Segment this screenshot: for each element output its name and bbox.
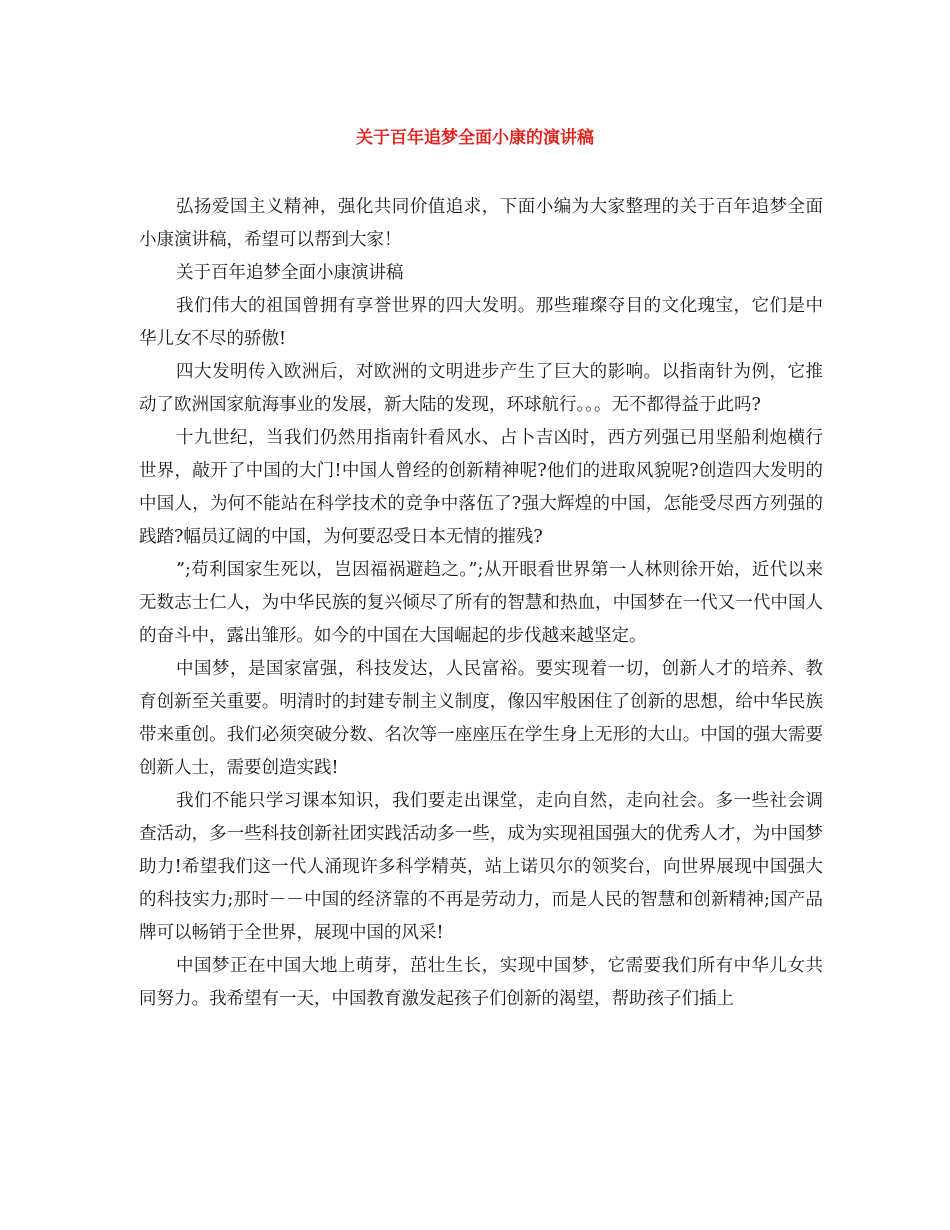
paragraph: 我们不能只学习课本知识，我们要走出课堂，走向自然，走向社会。多一些社会调查活动，多一些科技创新社团实践活动多一些，成为实现祖国强大的优秀人才，为中国梦助力!希望我们这一代人涌现许多科学精英，站上诺贝尔的领奖台，向世界展现中国强大的科技实力;那时－－中国的经济靠的不再是劳动力，而是人民的智慧和创新精神;国产品牌可以畅销于全世界，展现中国的风采! xyxy=(139,791,823,943)
document-title: 关于百年追梦全面小康的演讲稿 xyxy=(356,128,594,148)
paragraph: 我们伟大的祖国曾拥有享誉世界的四大发明。那些璀璨夺目的文化瑰宝，它们是中华儿女不尽的骄傲! xyxy=(139,296,823,349)
paragraph: 中国梦，是国家富强，科技发达，人民富裕。要实现着一切，创新人才的培养、教育创新至关重要。明清时的封建专制主义制度，像囚牢般困住了创新的思想，给中华民族带来重创。我们必须突破分数、名次等一座座压在学生身上无形的大山。中国的强大需要创新人士，需要创造实践! xyxy=(139,659,823,778)
paragraph: ”;苟利国家生死以，岂因福祸避趋之。”;从开眼看世界第一人林则徐开始，近代以来无数志士仁人，为中华民族的复兴倾尽了所有的智慧和热血，中国梦在一代又一代中国人的奋斗中，露出雏形。如今的中国在大国崛起的步伐越来越坚定。 xyxy=(139,560,823,646)
paragraph: 十九世纪，当我们仍然用指南针看风水、占卜吉凶时，西方列强已用坚船利炮横行世界，敲开了中国的大门!中国人曾经的创新精神呢?他们的进取风貌呢?创造四大发明的中国人，为何不能站在科学技术的竞争中落伍了?强大辉煌的中国，怎能受尽西方列强的践踏?幅员辽阔的中国，为何要忍受日本无情的摧残? xyxy=(139,428,823,547)
paragraph: 中国梦正在中国大地上萌芽，茁壮生长，实现中国梦，它需要我们所有中华儿女共同努力。我希望有一天，中国教育激发起孩子们创新的渴望，帮助孩子们插上 xyxy=(139,956,823,1009)
paragraph: 弘扬爱国主义精神，强化共同价值追求，下面小编为大家整理的关于百年追梦全面小康演讲稿，希望可以帮到大家！ xyxy=(139,197,823,250)
paragraph: 四大发明传入欧洲后，对欧洲的文明进步产生了巨大的影响。以指南针为例，它推动了欧洲国家航海事业的发展，新大陆的发现，环球航行。。。无不都得益于此吗? xyxy=(139,362,823,415)
document-body xyxy=(139,191,823,1016)
paragraph-subtitle: 关于百年追梦全面小康演讲稿 xyxy=(176,263,404,283)
